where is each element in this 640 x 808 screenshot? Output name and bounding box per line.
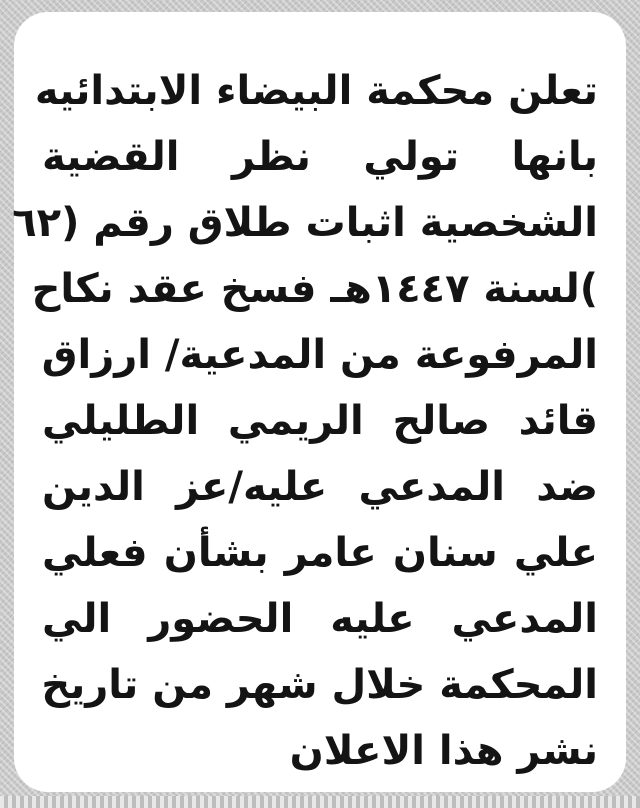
notice-line-8: علي سنان عامر بشأن فعلي [42, 530, 598, 576]
scanned-edge-strip [0, 796, 640, 808]
notice-line-7: ضد المدعي عليه/عز الدين [42, 464, 598, 510]
court-notice-card [14, 12, 626, 792]
notice-line-10: المحكمة خلال شهر من تاريخ [41, 662, 598, 708]
notice-line-3: الشخصية اثبات طلاق رقم (٦٢ [12, 200, 598, 246]
notice-line-2: بانها تولي نظر القضية [42, 134, 598, 180]
notice-body [12, 58, 598, 784]
notice-line-4: )لسنة ١٤٤٧هـ فسخ عقد نكاح [31, 266, 598, 312]
notice-line-6: قائد صالح الريمي الطليلي [42, 398, 598, 444]
notice-line-1: تعلن محكمة البيضاء الابتدائيه [34, 68, 598, 114]
notice-line-5: المرفوعة من المدعية/ ارزاق [41, 332, 598, 378]
notice-line-9: المدعي عليه الحضور الي [42, 596, 598, 642]
notice-line-11: نشر هذا الاعلان [289, 728, 598, 774]
